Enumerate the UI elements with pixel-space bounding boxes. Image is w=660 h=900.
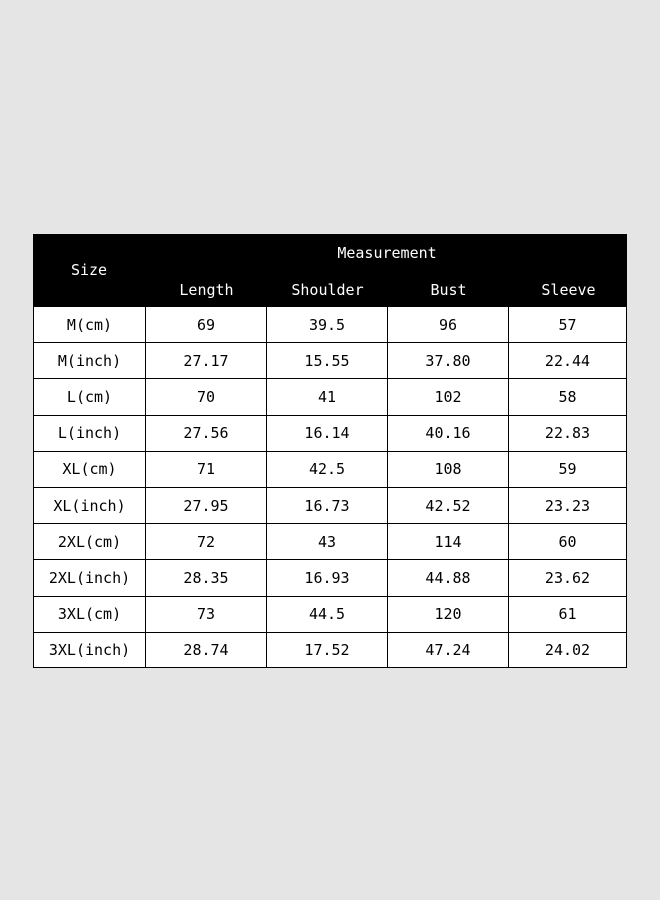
sleeve-cell: 23.62: [509, 560, 626, 595]
shoulder-cell: 39.5: [267, 307, 387, 342]
sleeve-cell: 59: [509, 452, 626, 487]
column-header-length: Length: [147, 273, 266, 306]
size-cell: 2XL(cm): [34, 524, 145, 559]
sleeve-cell: 57: [509, 307, 626, 342]
length-cell: 27.17: [146, 343, 266, 378]
bust-cell: 114: [388, 524, 508, 559]
shoulder-cell: 16.93: [267, 560, 387, 595]
size-cell: 2XL(inch): [34, 560, 145, 595]
size-cell: XL(inch): [34, 488, 145, 523]
column-header-bust: Bust: [389, 273, 508, 306]
sleeve-cell: 22.83: [509, 416, 626, 451]
size-header: Size: [33, 234, 145, 306]
sleeve-cell: 58: [509, 379, 626, 414]
size-cell: M(inch): [34, 343, 145, 378]
size-cell: L(inch): [34, 416, 145, 451]
length-cell: 70: [146, 379, 266, 414]
sleeve-cell: 61: [509, 597, 626, 632]
size-cell: L(cm): [34, 379, 145, 414]
bust-cell: 40.16: [388, 416, 508, 451]
sleeve-cell: 23.23: [509, 488, 626, 523]
size-cell: XL(cm): [34, 452, 145, 487]
bust-cell: 108: [388, 452, 508, 487]
length-cell: 28.74: [146, 633, 266, 667]
sleeve-cell: 60: [509, 524, 626, 559]
shoulder-cell: 16.14: [267, 416, 387, 451]
length-cell: 69: [146, 307, 266, 342]
length-cell: 73: [146, 597, 266, 632]
size-chart-table: [33, 234, 627, 668]
length-cell: 71: [146, 452, 266, 487]
bust-cell: 37.80: [388, 343, 508, 378]
shoulder-cell: 44.5: [267, 597, 387, 632]
size-cell: 3XL(cm): [34, 597, 145, 632]
bust-cell: 120: [388, 597, 508, 632]
length-cell: 27.56: [146, 416, 266, 451]
size-cell: M(cm): [34, 307, 145, 342]
length-cell: 72: [146, 524, 266, 559]
bust-cell: 96: [388, 307, 508, 342]
bust-cell: 47.24: [388, 633, 508, 667]
shoulder-cell: 41: [267, 379, 387, 414]
bust-cell: 102: [388, 379, 508, 414]
column-header-sleeve: Sleeve: [510, 273, 627, 306]
sleeve-cell: 22.44: [509, 343, 626, 378]
length-cell: 27.95: [146, 488, 266, 523]
measurement-header: Measurement: [147, 234, 627, 271]
bust-cell: 44.88: [388, 560, 508, 595]
shoulder-cell: 15.55: [267, 343, 387, 378]
sleeve-cell: 24.02: [509, 633, 626, 667]
size-cell: 3XL(inch): [34, 633, 145, 667]
column-header-shoulder: Shoulder: [268, 273, 387, 306]
shoulder-cell: 43: [267, 524, 387, 559]
shoulder-cell: 17.52: [267, 633, 387, 667]
shoulder-cell: 16.73: [267, 488, 387, 523]
shoulder-cell: 42.5: [267, 452, 387, 487]
length-cell: 28.35: [146, 560, 266, 595]
bust-cell: 42.52: [388, 488, 508, 523]
